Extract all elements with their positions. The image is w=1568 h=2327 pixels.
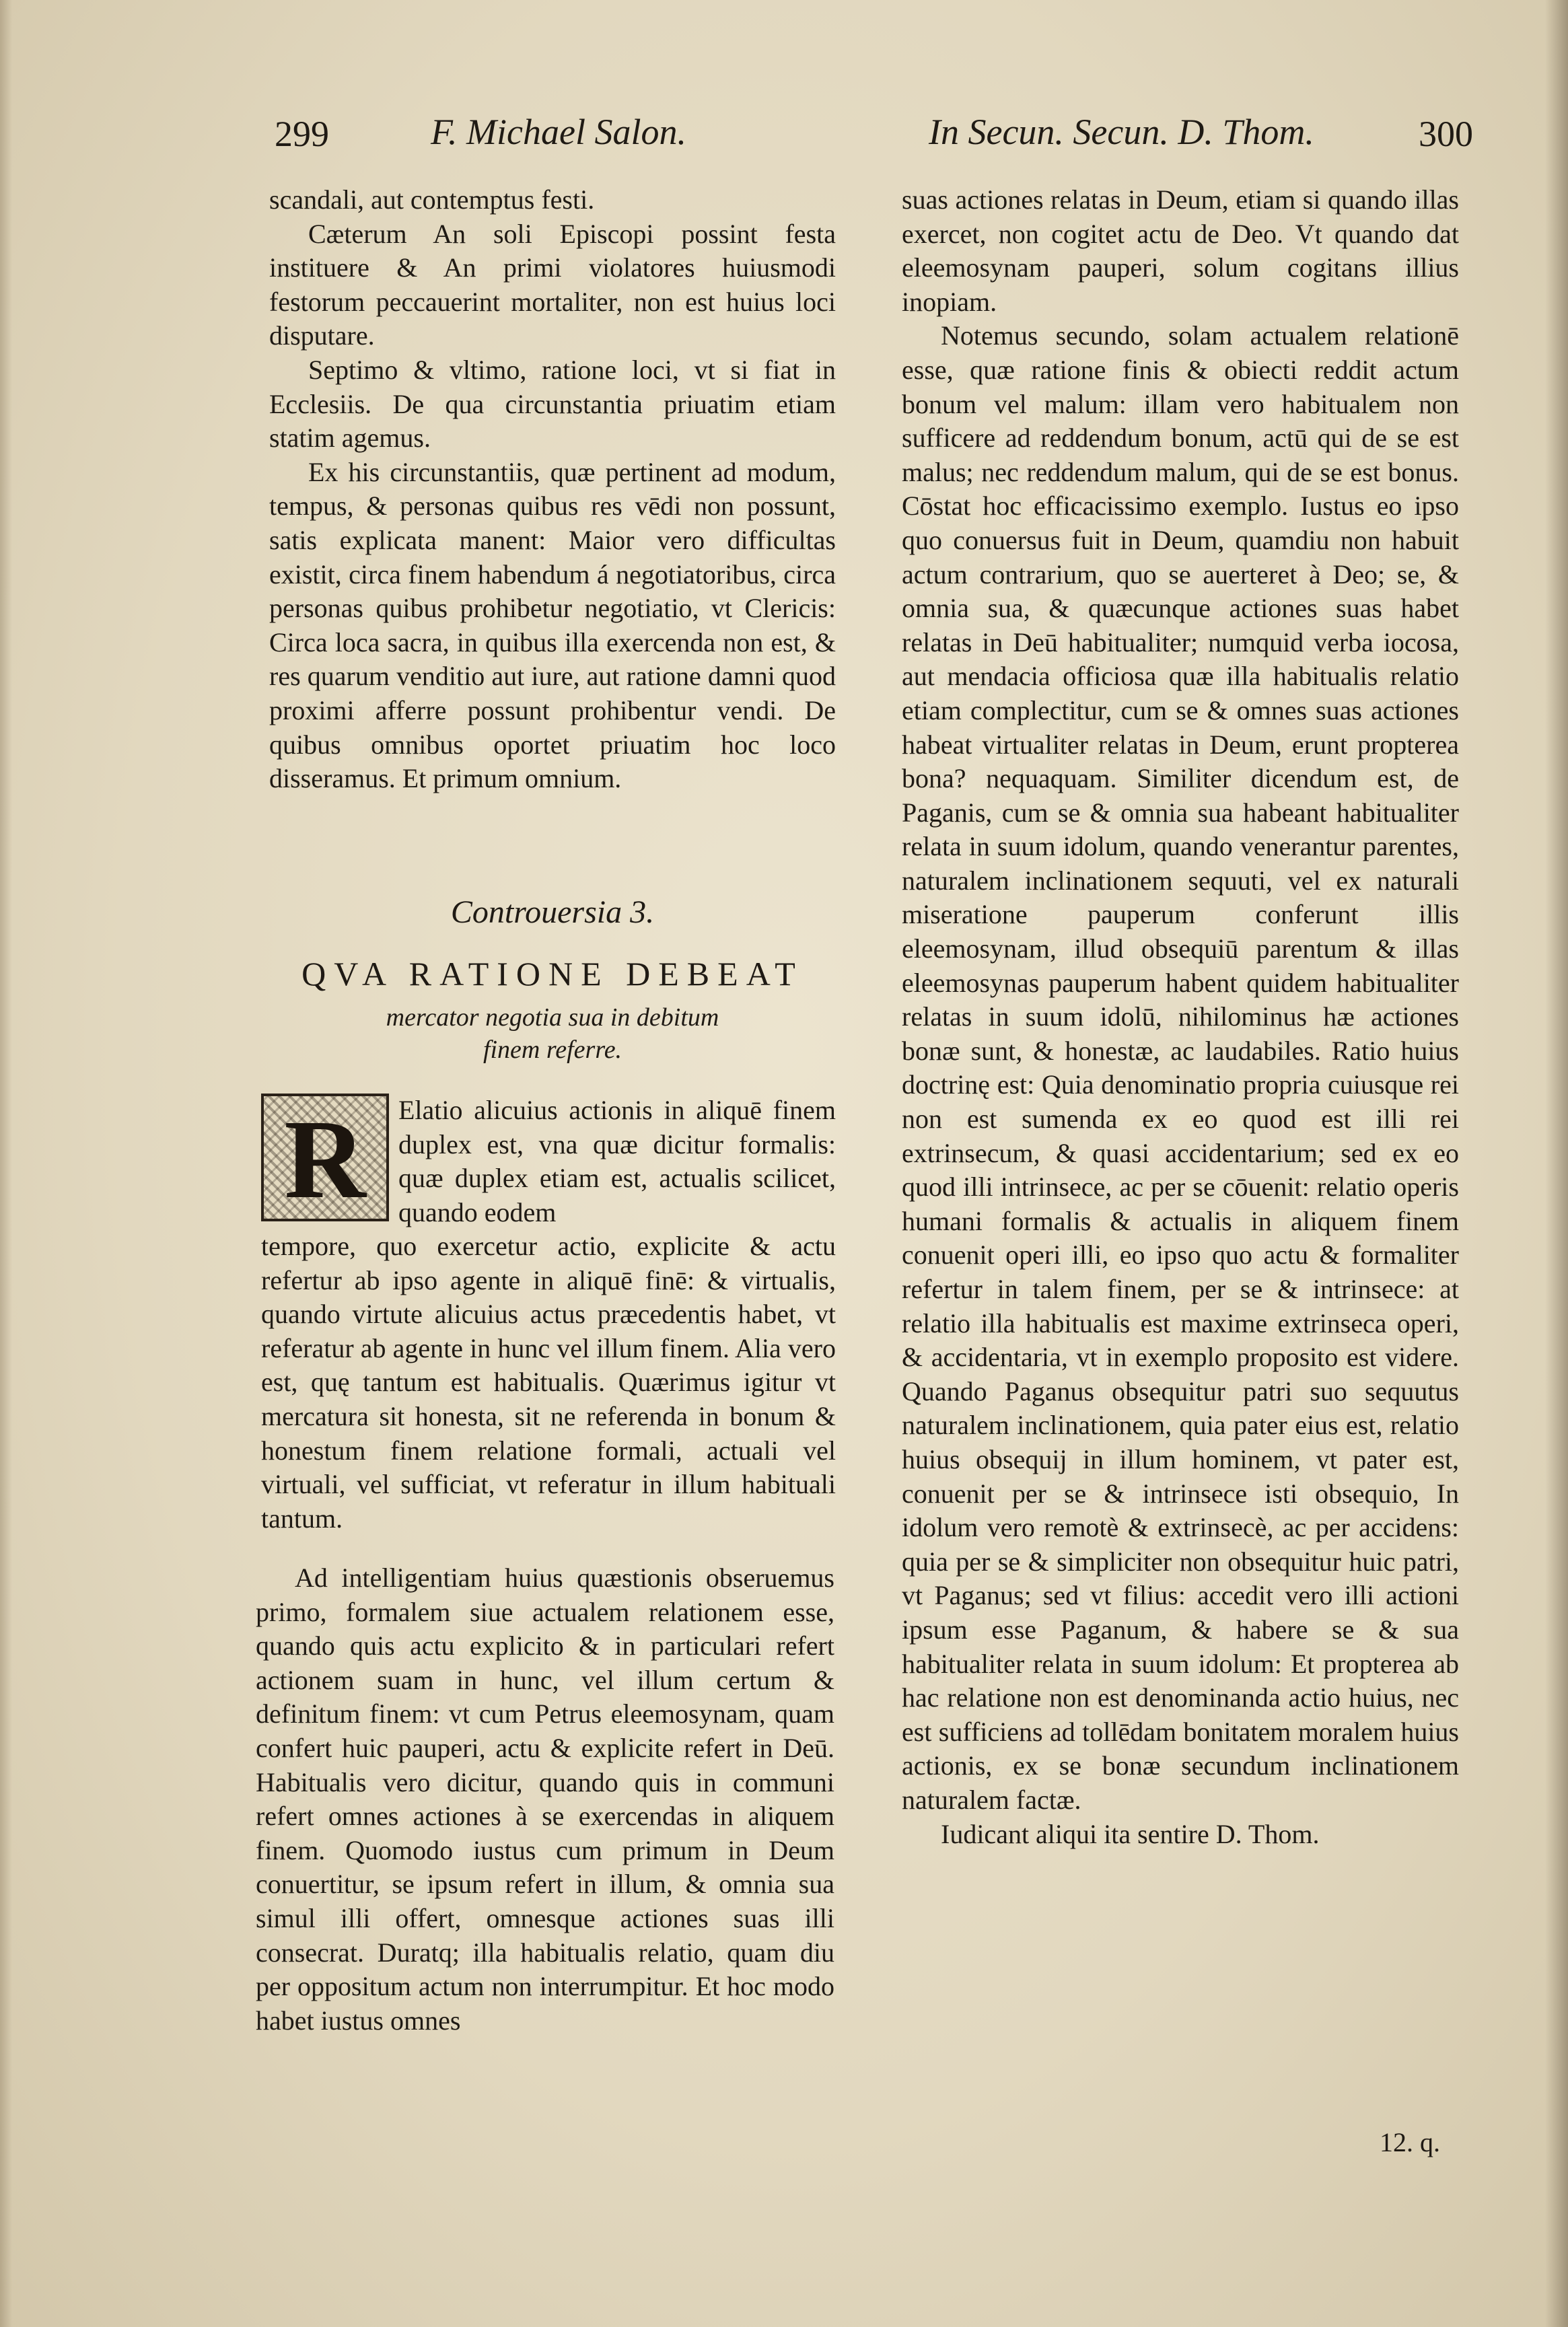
paragraph: Cæterum An soli Episcopi possint festa instituere & An primi violatores huiusmodi festorum peccauerint mortaliter, non est huius loci disputare. xyxy=(269,218,836,351)
paragraph: Septimo & vltimo, ratione loci, vt si fiat in Ecclesiis. De qua circunstantia priuatim etiam statim agemus. xyxy=(269,354,836,454)
right-column xyxy=(902,183,1459,1851)
decorated-initial xyxy=(261,1094,389,1221)
right-page-number: 300 xyxy=(1419,114,1473,154)
question-subtitle-line: finem referre. xyxy=(483,1036,622,1064)
paragraph: Notemus secundo, solam actualem relationē esse, quæ ratione finis & obiecti reddit actum bonum vel malum: illam vero habitualem non sufficere ad reddendum bonum, actū qui de se est malus; nec reddendum malum, qui de se est bonus. Cōstat hoc efficacissimo exemplo. Iustus eo ipso quo conuersus fuit in Deum, quamdiu non habuit actum contrarium, quo se auerteret à Deo; se, & omnia sua, & quæcunque actiones suas habet relatas in Deū habitualiter; numquid verba iocosa, aut mendacia officiosa quæ illa habitualis relatio etiam complectitur, cum se & omnes suas actiones habeat virtualiter relatas in Deum, erunt propterea bona? nequaquam. Similiter dicendum est, de Paganis, cum se & omnia sua habeant habitualiter relata in suum idolum, quando venerantur parentes, naturalem inclinationem sequuti, vel ex naturali miseratione pauperum conferunt illis eleemosynam, illud obsequiū parentum & illas eleemosynas pauperum habent quidem habitualiter relatas in suum idolū, nihilominus hæ actiones bonæ sunt, & honestæ, ac laudabiles. Ratio huius doctrinę est: Quia denominatio propria cuiusque rei non est sumenda ex eo quod est illi rei extrinsecum, & quasi accidentarium; sed ex eo quod illi intrinsece, ac per se cōuenit: relatio operis humani formalis & actualis in aliquem finem conuenit operi illi, eo ipso quo actu & formaliter refertur in talem finem, per se & intrinsece: at relatio illa habitualis est maxime extrinseca operi, & accidentaria, vt in exemplo proposito est videre. Quando Paganus obsequitur patri suo sequutus naturalem inclinationem, quia pater eius est, relatio huius obsequij in illum hominem, vt pater est, conuenit per se & intrinsece isti obsequio, In idolum vero remotè & extrinsecè, ac per accidens: quia per se & simpliciter non obsequitur huic patri, vt Paganus; sed vt filius: accedit vero illi actioni ipsum esse Paganum, & habere se & sua habitualiter relata in suum idolum: Et propterea ab hac relatione non est denominanda actio huius, nec est sufficiens ad tollēdam bonitatem moralem huius actionis, ex se bonæ secundum inclinationem naturalem factæ. xyxy=(902,320,1459,1815)
question-subtitle-line: mercator negotia sua in debitum xyxy=(386,1003,719,1032)
paragraph: Ad intelligentiam huius quæstionis obseruemus primo, formalem siue actualem relationem esse, quando quis actu explicito & in particulari refert actionem suam in hunc, vel illum certum & definitum finem: vt cum Petrus eleemosynam, quam confert huic pauperi, actu & explicite refert in Deū. Habitualis vero dicitur, quando quis in communi refert omnes actiones à se exercendas in aliquem finem. Quomodo iustus cum primum in Deum conuertitur, se ipsum refert in illum, & omnia sua simul illi offert, omnesque actiones suas illi consecrat. Duratq; illa habitualis relatio, quam diu per oppositum actum non interrumpitur. Et hoc modo habet iustus omnes xyxy=(256,1563,834,2036)
left-column-bottom xyxy=(256,1561,834,2038)
right-running-head: In Secun. Secun. D. Thom. xyxy=(929,112,1314,152)
left-running-head: F. Michael Salon. xyxy=(431,112,686,152)
left-column-middle xyxy=(261,1229,836,1536)
paragraph: scandali, aut contemptus festi. xyxy=(269,184,595,215)
paragraph: tempore, quo exercetur actio, explicite & actu refertur ab ipso agente in aliquē finē: & virtualis, quando virtute alicuius actus præcedentis habet, vt referatur ab agente in hunc vel illum finem. Alia vero est, quę tantum est habitualis. Quærimus igitur vt mercatura sit honesta, sit ne referenda in bonum & honestum finem relatione formali, actuali vel virtuali, vel sufficiat, vt referatur in illum habituali tantum. xyxy=(261,1231,836,1534)
left-page-number: 299 xyxy=(275,114,329,154)
initial-letter: R xyxy=(284,1097,366,1222)
catchword: 12. q. xyxy=(1380,2127,1440,2157)
paragraph: Elatio alicuius actionis in aliquē finem duplex est, vna quæ dicitur formalis: quæ duplex etiam est, actualis scilicet, quando eodem xyxy=(398,1095,836,1227)
gutter-shadow xyxy=(1545,0,1568,2327)
paragraph: Iudicant aliqui ita sentire D. Thom. xyxy=(941,1818,1320,1849)
paragraph: suas actiones relatas in Deum, etiam si quando illas exercet, non cogitet actu de Deo. Vt quando dat eleemosynam pauperi, solum cogitans illius inopiam. xyxy=(902,184,1459,317)
controversia-heading: Controuersia 3. xyxy=(450,894,655,930)
question-title: QVA RATIONE DEBEAT xyxy=(301,955,804,993)
paragraph: Ex his circunstantiis, quæ pertinent ad modum, tempus, & personas quibus res vēdi non possunt, satis explicata manent: Maior vero difficultas existit, circa finem habendum á negotiatoribus, circa personas quibus prohibetur negotiatio, vt Clericis: Circa loca sacra, in quibus illa exercenda non est, & res quarum venditio aut iure, aut ratione damni quod proximi afferre possunt prohibentur vendi. De quibus omnibus oportet priuatim hoc loco disseramus. Et primum omnium. xyxy=(269,456,836,794)
dropcap-text xyxy=(398,1094,836,1229)
question-subtitle xyxy=(269,1001,836,1066)
left-column-top xyxy=(269,183,836,796)
page-edge-shading xyxy=(0,0,12,2327)
